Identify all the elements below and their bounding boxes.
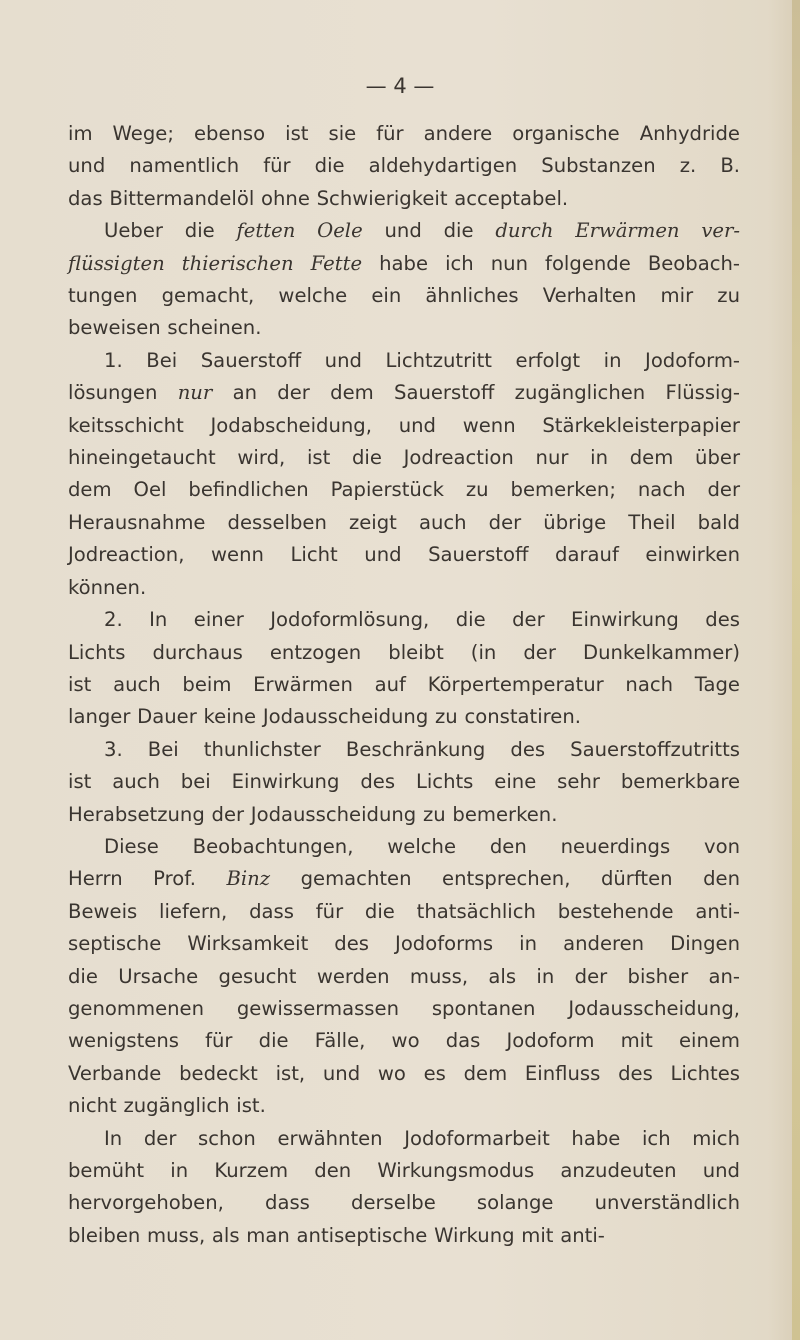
text-line: Jodreaction, wenn Licht und Sauerstoff darauf einwirken xyxy=(68,543,740,567)
emphasized-text: flüssigten thierischen Fette xyxy=(68,251,363,275)
emphasized-text: fetten Oele xyxy=(236,219,363,243)
text-line: langer Dauer keine Jodausscheidung zu constatiren. xyxy=(68,705,581,729)
text-line: und namentlich für die aldehydartigen Substanzen z. B. xyxy=(68,154,740,178)
text-line: Herausnahme desselben zeigt auch der übrige Theil bald xyxy=(68,510,740,534)
text-line: das Bittermandelöl ohne Schwierigkeit acceptabel. xyxy=(68,186,569,210)
page-number: — 4 — xyxy=(365,74,435,98)
text-line: Beweis liefern, dass für die thatsächlich bestehende anti- xyxy=(68,899,740,923)
text-line: wenigstens für die Fälle, wo das Jodoform mit einem xyxy=(68,1029,740,1053)
text-line: ist auch bei Einwirkung des Lichts eine sehr bemerkbare xyxy=(68,770,740,794)
text-segment: an der dem Sauerstoff zugänglichen Flüssig- xyxy=(212,381,740,405)
emphasized-text: nur xyxy=(177,381,213,405)
page-edge xyxy=(792,0,800,1340)
text-line: beweisen scheinen. xyxy=(68,316,262,340)
text-segment: gemachten entsprechen, dürften den xyxy=(270,867,741,891)
text-line: 2. In einer Jodoformlösung, die der Einwirkung des xyxy=(104,608,740,632)
text-line: 1. Bei Sauerstoff und Lichtzutritt erfolgt in Jodoform- xyxy=(104,348,740,372)
text-line: genommenen gewissermassen spontanen Jodausscheidung, xyxy=(68,996,740,1020)
text-line: hineingetaucht wird, ist die Jodreaction nur in dem über xyxy=(68,446,740,470)
text-segment: Herrn Prof. xyxy=(68,867,227,891)
text-line: septische Wirksamkeit des Jodoforms in anderen Dingen xyxy=(68,932,740,956)
text-line: Lichts durchaus entzogen bleibt (in der Dunkelkammer) xyxy=(68,640,740,664)
body-text xyxy=(68,118,740,1252)
text-segment: habe ich nun folgende Beobach- xyxy=(362,251,741,275)
text-line: In der schon erwähnten Jodoformarbeit habe ich mich xyxy=(104,1126,740,1150)
text-line: dem Oel befindlichen Papierstück zu bemerken; nach der xyxy=(68,478,740,502)
text-line xyxy=(68,377,740,409)
text-line: die Ursache gesucht werden muss, als in der bisher an- xyxy=(68,964,740,988)
text-line: Herabsetzung der Jodausscheidung zu bemerken. xyxy=(68,802,558,826)
text-line: keitsschicht Jodabscheidung, und wenn Stärkekleisterpapier xyxy=(68,413,740,437)
text-line: hervorgehoben, dass derselbe solange unverständlich xyxy=(68,1191,740,1215)
text-segment: und die xyxy=(362,219,496,243)
text-line: ist auch beim Erwärmen auf Körpertemperatur nach Tage xyxy=(68,672,740,696)
text-line: 3. Bei thunlichster Beschränkung des Sauerstoffzutritts xyxy=(104,737,740,761)
text-line: Diese Beobachtungen, welche den neuerdings von xyxy=(104,834,740,858)
text-line: tungen gemacht, welche ein ähnliches Verhalten mir zu xyxy=(68,284,740,308)
text-line xyxy=(68,215,740,247)
text-line xyxy=(68,863,740,895)
emphasized-text: durch Erwärmen ver- xyxy=(495,219,741,243)
text-segment: Ueber die xyxy=(104,219,237,243)
text-line: bleiben muss, als man antiseptische Wirkung mit anti- xyxy=(68,1223,605,1247)
text-line xyxy=(68,248,740,280)
text-line: Verbande bedeckt ist, und wo es dem Einfluss des Lichtes xyxy=(68,1061,740,1085)
emphasized-text: Binz xyxy=(226,867,271,891)
text-line: können. xyxy=(68,575,147,599)
text-line: im Wege; ebenso ist sie für andere organische Anhydride xyxy=(68,122,740,145)
text-line: bemüht in Kurzem den Wirkungsmodus anzudeuten und xyxy=(68,1159,740,1182)
text-segment: lösungen xyxy=(68,381,178,405)
text-line: nicht zugänglich ist. xyxy=(68,1094,266,1118)
